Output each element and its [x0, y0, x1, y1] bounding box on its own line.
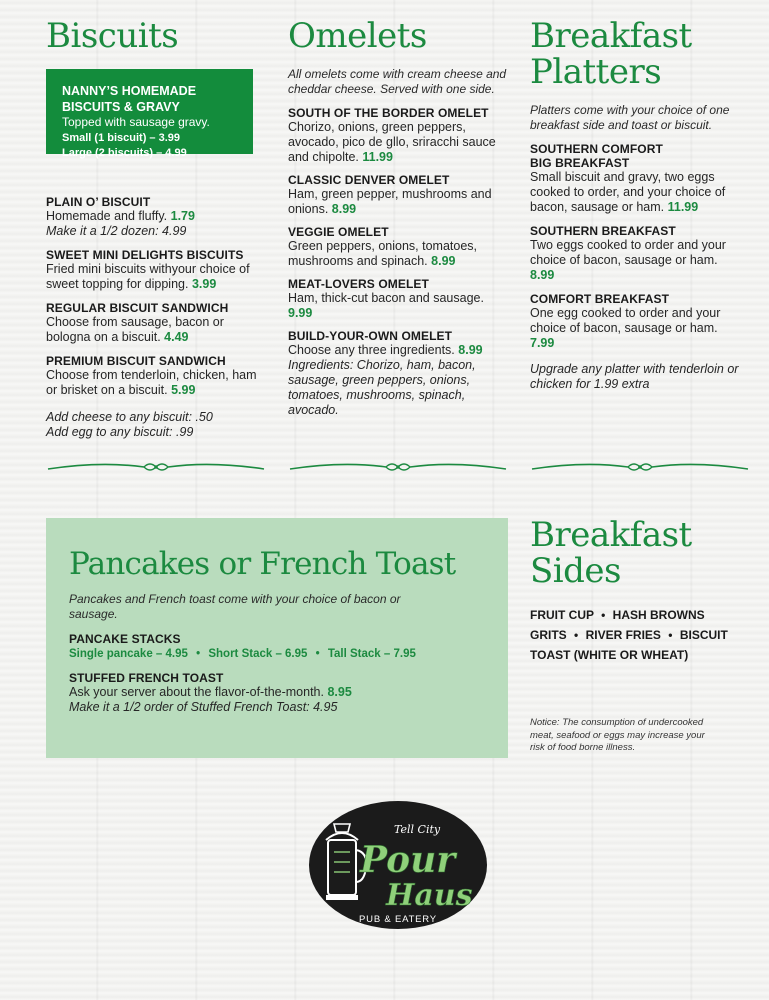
featured-desc: Topped with sausage gravy.: [62, 115, 210, 129]
item-desc: Choose from tenderloin, chicken, ham or brisket on a biscuit. 5.99: [46, 368, 257, 397]
sides-title-line1: Breakfast: [530, 515, 692, 555]
item-price: 7.99: [530, 336, 555, 350]
logo-tagline: PUB & EATERY: [359, 914, 437, 925]
menu-item: [46, 195, 266, 239]
item-desc: Choose from sausage, bacon or bologna on a biscuit. 4.49: [46, 315, 224, 344]
item-price: 8.99: [431, 254, 456, 268]
omelet-ingredients: Ingredients: Chorizo, ham, bacon, sausage, green peppers, onions, tomatoes, mushrooms, spinach, avocado.: [288, 358, 476, 417]
biscuits-section: [46, 18, 271, 54]
featured-name-line2: BISCUITS & GRAVY: [62, 100, 180, 114]
item-name: SOUTHERN BREAKFAST: [530, 224, 676, 238]
stack-option: Short Stack – 6.95: [208, 648, 308, 660]
item-price: 3.99: [191, 277, 217, 291]
separator: •: [574, 628, 579, 642]
item-price: 8.99: [331, 202, 357, 216]
menu-item: [288, 225, 510, 269]
pancakes-title: Pancakes or French Toast: [69, 546, 456, 582]
item-price: 5.99: [171, 383, 196, 397]
menu-item: [530, 292, 745, 351]
item-desc: Green peppers, onions, tomatoes, mushrooms and spinach. 8.99: [288, 239, 478, 268]
item-name: MEAT-LOVERS OMELET: [288, 277, 429, 291]
separator: •: [601, 608, 606, 622]
item-name: SOUTH OF THE BORDER OMELET: [288, 106, 489, 120]
ornament-divider-left: [46, 457, 266, 477]
menu-item: [288, 277, 510, 321]
separator: •: [196, 648, 201, 660]
sides-row: [530, 645, 745, 665]
item-name: CLASSIC DENVER OMELET: [288, 173, 450, 187]
pancake-stack-options: [69, 646, 508, 663]
logo-main2: Haus: [386, 878, 473, 913]
item-name: VEGGIE OMELET: [288, 225, 389, 239]
separator: •: [668, 628, 673, 642]
biscuits-items: [46, 195, 266, 440]
platters-intro: Platters come with your choice of one breakfast side and toast or biscuit.: [530, 103, 730, 132]
item-desc: Ask your server about the flavor-of-the-month. 8.95: [69, 685, 352, 699]
menu-item: [288, 106, 510, 165]
sides-section: [530, 517, 745, 755]
item-desc: Ham, thick-cut bacon and sausage. 9.99: [288, 291, 484, 320]
featured-biscuits-gravy: [46, 69, 253, 159]
platters-title-line2: Platters: [530, 52, 662, 92]
ornament-divider-right: [530, 457, 750, 477]
stuffed-half-order: Make it a 1/2 order of Stuffed French Toast: 4.95: [69, 700, 338, 714]
item-desc: Small biscuit and gravy, two eggs cooked to order, and your choice of bacon, sausage or ham. 11.99: [530, 170, 726, 214]
item-name: COMFORT BREAKFAST: [530, 292, 670, 306]
item-name: PANCAKE STACKS: [69, 632, 181, 646]
item-price: 8.99: [458, 343, 483, 357]
item-price: 9.99: [288, 306, 313, 320]
item-desc: Chorizo, onions, green peppers, avocado, pico de gllo, sriracchi sauce and chipolte. 11.99: [288, 120, 496, 164]
platters-title-line1: Breakfast: [530, 16, 692, 56]
menu-item: [288, 329, 510, 418]
menu-item: [69, 632, 508, 663]
item-price: 8.99: [530, 268, 555, 282]
stack-option: Tall Stack – 7.95: [327, 648, 416, 660]
item-name: SWEET MINI DELIGHTS BISCUITS: [46, 248, 244, 262]
side-item: GRITS: [530, 628, 567, 642]
item-price: 4.49: [164, 330, 189, 344]
sides-title-line2: Sides: [530, 551, 621, 591]
side-item: FRUIT CUP: [530, 608, 594, 622]
item-name: PREMIUM BISCUIT SANDWICH: [46, 354, 226, 368]
food-safety-notice: Notice: The consumption of undercooked meat, seafood or eggs may increase your risk of food borne illness.: [530, 717, 705, 753]
biscuits-title: Biscuits: [46, 16, 179, 56]
biscuits-note-egg: Add egg to any biscuit: .99: [46, 425, 194, 439]
item-desc: Fried mini biscuits withyour choice of sweet topping for dipping. 3.99: [46, 262, 250, 291]
menu-item: [46, 248, 266, 292]
item-name: REGULAR BISCUIT SANDWICH: [46, 301, 229, 315]
pancakes-intro: Pancakes and French toast come with your choice of bacon or sausage.: [69, 592, 401, 621]
item-price: 8.95: [327, 685, 352, 699]
omelets-title: Omelets: [288, 16, 427, 56]
pour-haus-logo: [308, 800, 488, 930]
item-extra: Make it a 1/2 dozen: 4.99: [46, 224, 187, 238]
menu-item: [288, 173, 510, 217]
stack-option: Single pancake – 4.95: [69, 648, 188, 660]
logo-top-text: Tell City: [394, 823, 441, 836]
item-name: PLAIN O’ BISCUIT: [46, 195, 151, 209]
menu-item: [69, 671, 508, 715]
item-desc: Choose any three ingredients. 8.99: [288, 343, 483, 357]
side-item: HASH BROWNS: [612, 608, 705, 622]
featured-small: Small (1 biscuit) – 3.99: [62, 132, 180, 144]
omelets-section: [288, 18, 510, 418]
pancakes-section: [46, 518, 508, 758]
item-desc: One egg cooked to order and your choice of bacon, sausage or ham. 7.99: [530, 306, 721, 350]
side-item: TOAST (WHITE OR WHEAT): [530, 648, 689, 662]
item-desc: Homemade and fluffy. 1.79: [46, 209, 195, 223]
item-desc: Two eggs cooked to order and your choice of bacon, sausage or ham. 8.99: [530, 238, 726, 282]
separator: •: [315, 648, 320, 660]
featured-name-line1: NANNY’S HOMEMADE: [62, 84, 197, 98]
sides-row: [530, 625, 745, 645]
featured-large: Large (2 biscuits) – 4.99: [62, 147, 187, 159]
sides-list: [530, 605, 745, 665]
item-name: BUILD-YOUR-OWN OMELET: [288, 329, 453, 343]
ornament-divider-middle: [288, 457, 508, 477]
platters-upgrade: Upgrade any platter with tenderloin or chicken for 1.99 extra: [530, 362, 739, 391]
logo-main1: Pour: [360, 839, 456, 881]
side-item: BISCUIT: [679, 628, 728, 642]
menu-item: [530, 142, 745, 215]
side-item: RIVER FRIES: [585, 628, 661, 642]
menu-item: [530, 224, 745, 283]
item-desc: Ham, green pepper, mushrooms and onions. 8.99: [288, 187, 492, 216]
menu-item: [46, 301, 266, 345]
biscuits-note-cheese: Add cheese to any biscuit: .50: [46, 410, 213, 424]
sides-row: [530, 605, 745, 625]
item-price: 1.79: [170, 209, 195, 223]
item-name: STUFFED FRENCH TOAST: [69, 671, 224, 685]
item-price: 11.99: [362, 150, 393, 164]
platters-section: [530, 18, 745, 392]
omelets-intro: All omelets come with cream cheese and cheddar cheese. Served with one side.: [288, 67, 507, 96]
item-price: 11.99: [667, 200, 699, 214]
item-name: SOUTHERN COMFORT BIG BREAKFAST: [530, 142, 663, 170]
menu-item: [46, 354, 266, 398]
